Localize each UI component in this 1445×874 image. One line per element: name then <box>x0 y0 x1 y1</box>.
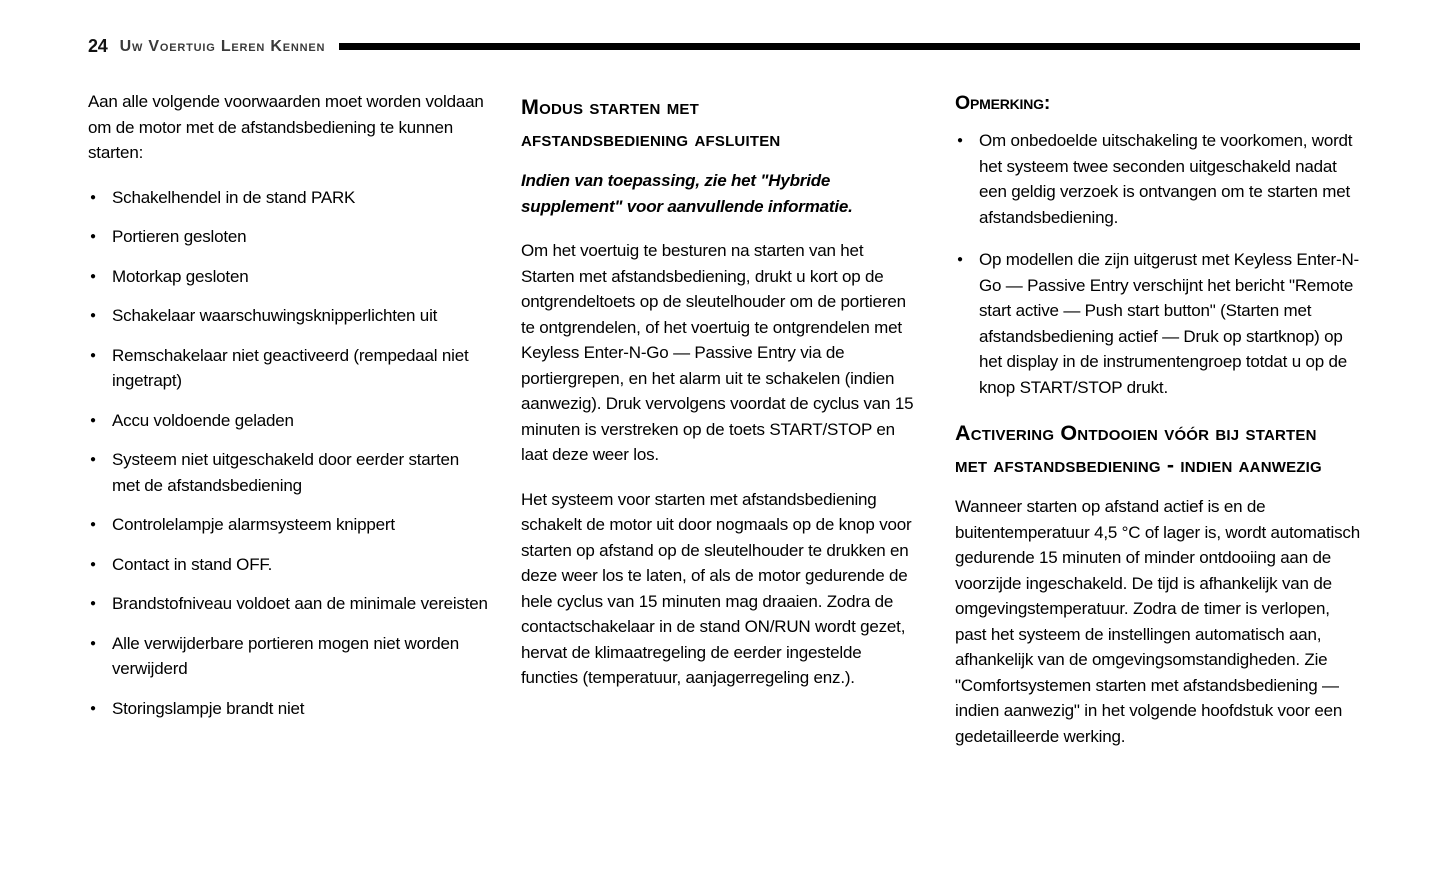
note-bullet-item: ● Om onbedoelde uitschakeling te voorkomen, wordt het systeem twee seconden uitgeschakeld nadat een geldig verzoek is ontvangen om te starten met afstandsbediening. <box>955 128 1360 230</box>
condition-bullet-item: ● Systeem niet uitgeschakeld door eerder starten met de afstandsbediening <box>88 447 490 498</box>
condition-bullet-item: ● Schakelaar waarschuwingsknipperlichten uit <box>88 303 490 329</box>
section-heading-defrost-activation: Activering Ontdooien vóór bij starten met afstandsbediening - indien aanwezig <box>955 421 1322 477</box>
page-header <box>88 36 1360 57</box>
chapter-title: Uw Voertuig Leren Kennen <box>119 37 326 55</box>
paragraph-defrost-activation: Wanneer starten op afstand actief is en de buitentemperatuur 4,5 °C of lager is, wordt automatisch gedurende 15 minuten of minder ontdooiing aan de voorzijde ingeschakeld. De tijd is afhankelijk van de omgevingstemperatuur. Zodra de timer is verlopen, past het systeem de instellingen automatisch aan, afhankelijk van de omgevingsomstandigheden. Zie "Comfortsystemen starten met afstandsbediening — indien aanwezig" in het volgende hoofdstuk voor een gedetailleerde werking. <box>955 497 1360 746</box>
notes-list <box>955 128 1360 400</box>
paragraph-exit-remote-start-1: Om het voertuig te besturen na starten van het Starten met afstandsbediening, drukt u kort op de ontgrendeltoets op de sleutelhouder om de portieren te ontgrendelen, of het voertuig te ontgrendelen met Keyless Enter-N-Go — Passive Entry via de portiergrepen, en het alarm uit te schakelen (indien aanwezig). Druk vervolgens voordat de cyclus van 15 minuten is verstreken op de toets START/STOP en laat deze weer los. <box>521 241 914 464</box>
condition-bullet-item: ● Remschakelaar niet geactiveerd (rempedaal niet ingetrapt) <box>88 343 490 394</box>
condition-bullet-item: ● Accu voldoende geladen <box>88 408 490 434</box>
condition-bullet-item: ● Schakelhendel in de stand PARK <box>88 185 490 211</box>
section-heading-exit-remote-start: Modus starten met afstandsbediening afsluiten <box>521 95 781 151</box>
condition-bullet-item: ● Contact in stand OFF. <box>88 552 490 578</box>
column-right <box>955 89 1360 768</box>
note-bullet-item: ● Op modellen die zijn uitgerust met Keyless Enter-N-Go — Passive Entry verschijnt het bericht "Remote start active — Push start button" (Starten met afstandsbediening actief — Druk op startknop) op het display in de instrumentengroep totdat u op de knop START/STOP drukt. <box>955 247 1360 400</box>
condition-bullet-item: ● Portieren gesloten <box>88 224 490 250</box>
condition-bullet-item: ● Controlelampje alarmsysteem knippert <box>88 512 490 538</box>
condition-bullet-item: ● Storingslampje brandt niet <box>88 696 490 722</box>
conditions-intro: Aan alle volgende voorwaarden moet worden voldaan om de motor met de afstandsbediening te kunnen starten: <box>88 92 484 162</box>
note-heading: Opmerking: <box>955 92 1051 114</box>
column-left <box>88 89 490 768</box>
content-columns <box>88 89 1360 768</box>
paragraph-exit-remote-start-2: Het systeem voor starten met afstandsbediening schakelt de motor uit door nogmaals op de knop voor starten op afstand op de sleutelhouder te drukken en deze weer los te laten, of als de motor gedurende de hele cyclus van 15 minuten mag draaien. Zodra de contactschakelaar in de stand ON/RUN wordt gezet, hervat de klimaatregeling de eerder ingestelde functies (temperatuur, aanjagerregeling enz.). <box>521 489 912 687</box>
conditions-list <box>88 185 490 722</box>
condition-bullet-item: ● Alle verwijderbare portieren mogen niet worden verwijderd <box>88 631 490 682</box>
column-middle <box>521 89 921 768</box>
hybrid-supplement-note: Indien van toepassing, zie het "Hybride supplement" voor aanvullende informatie. <box>521 171 853 216</box>
condition-bullet-item: ● Brandstofniveau voldoet aan de minimale vereisten <box>88 591 490 617</box>
header-rule <box>339 43 1360 50</box>
condition-bullet-item: ● Motorkap gesloten <box>88 264 490 290</box>
page-number: 24 <box>88 36 108 56</box>
